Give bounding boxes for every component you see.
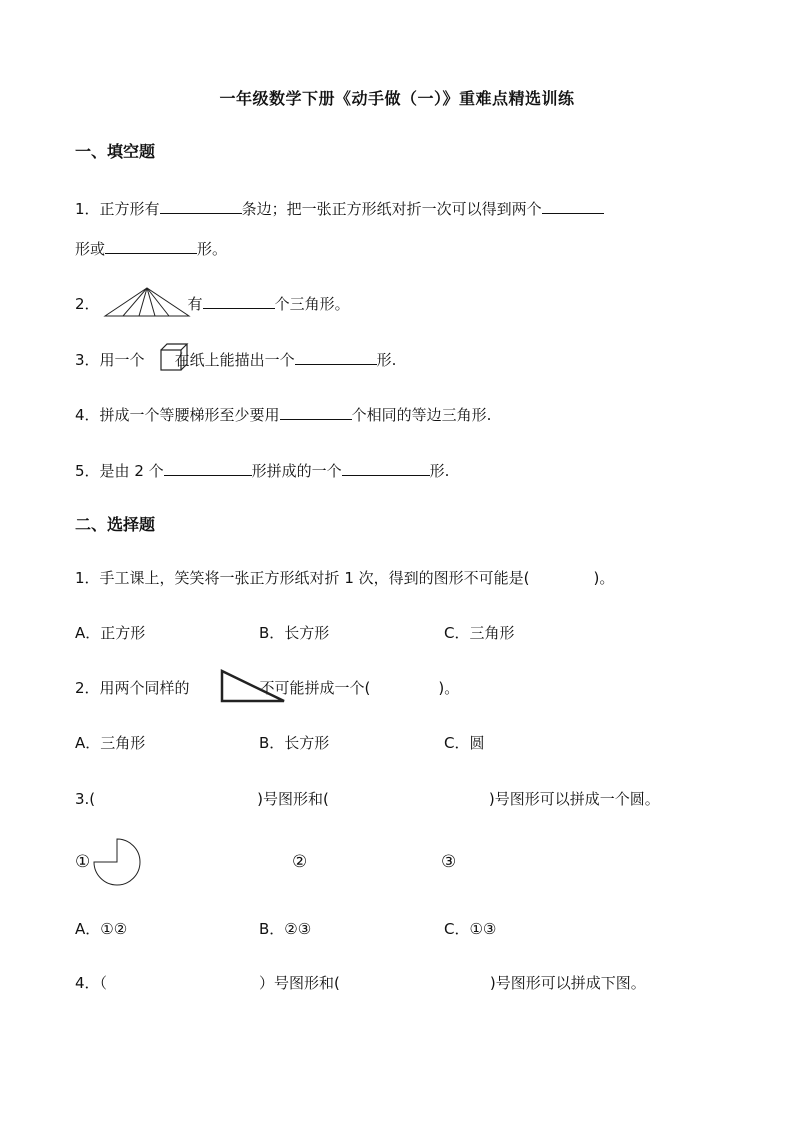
question-text: 形。 [197, 240, 228, 258]
question-text: 是由 2 个 [99, 462, 164, 480]
fill-question-1-cont [75, 237, 227, 260]
question-text: 形或 [75, 240, 106, 258]
question-text: 形. [376, 351, 397, 369]
question-text: 有 [187, 295, 203, 313]
question-text: 3.( [75, 790, 96, 808]
question-number: 1． [75, 200, 100, 218]
question-number: 4． [75, 406, 100, 424]
option-b[interactable]: B．长方形 [259, 734, 330, 752]
answer-blank[interactable] [342, 459, 430, 476]
option-a[interactable]: A．①② [75, 920, 128, 938]
question-text: 2．用两个同样的 [75, 679, 190, 697]
question-text: )号图形可以拼成一个圆。 [488, 790, 660, 808]
question-text: )。 [593, 569, 615, 587]
question-number: 5． [75, 462, 100, 480]
cube-figure [159, 342, 189, 372]
question-text: )号图形和( [257, 790, 329, 808]
question-text: 个三角形。 [274, 295, 350, 313]
answer-blank[interactable] [203, 292, 275, 309]
answer-blank[interactable] [164, 459, 252, 476]
shape-label-1: ① [75, 852, 91, 872]
question-text: 拼成一个等腰梯形至少要用 [99, 406, 280, 424]
answer-blank[interactable] [280, 403, 352, 420]
question-number: 3． [75, 351, 100, 369]
question-text: 在纸上能描出一个 [174, 351, 295, 369]
option-b[interactable]: B．长方形 [259, 624, 330, 642]
answer-blank[interactable] [160, 197, 242, 214]
fill-question-3 [75, 348, 396, 371]
question-text: )。 [438, 679, 460, 697]
choice-question-3 [75, 788, 660, 810]
question-text: 形拼成的一个 [251, 462, 342, 480]
option-c[interactable]: C．①③ [444, 920, 497, 938]
shape-label-2: ② [292, 852, 308, 872]
question-text: 条边；把一张正方形纸对折一次可以得到两个 [241, 200, 542, 218]
question-text: ）号图形和( [259, 974, 340, 992]
question-text: )号图形可以拼成下图。 [489, 974, 646, 992]
answer-blank[interactable] [105, 237, 197, 254]
section-heading-choice: 二、选择题 [75, 515, 156, 534]
question-number: 2． [75, 295, 100, 313]
page-title: 一年级数学下册《动手做（一）》重难点精选训练 [219, 89, 575, 108]
question-text: 正方形有 [99, 200, 160, 218]
shape-label-3: ③ [441, 852, 457, 872]
fill-question-4 [75, 403, 491, 426]
fill-question-5 [75, 459, 449, 482]
three-quarter-circle-figure [93, 836, 143, 888]
choice-question-1 [75, 567, 614, 589]
answer-blank[interactable] [295, 348, 377, 365]
question-text: 不可能拼成一个( [259, 679, 371, 697]
option-c[interactable]: C．三角形 [444, 624, 515, 642]
option-c[interactable]: C．圆 [444, 734, 485, 752]
question-text: 用一个 [99, 351, 145, 369]
option-a[interactable]: A．正方形 [75, 624, 146, 642]
question-text: 1．手工课上，笑笑将一张正方形纸对折 1 次，得到的图形不可能是( [75, 569, 530, 587]
question-text: 4．（ [75, 974, 108, 992]
answer-blank[interactable] [542, 197, 604, 214]
choice-question-4 [75, 972, 646, 994]
question-text: 个相同的等边三角形. [351, 406, 492, 424]
fill-question-1 [75, 197, 604, 220]
triangles-figure [103, 286, 191, 318]
right-triangle-figure [219, 668, 287, 704]
question-text: 形. [429, 462, 450, 480]
option-a[interactable]: A．三角形 [75, 734, 146, 752]
option-b[interactable]: B．②③ [259, 920, 312, 938]
section-heading-fill-in: 一、填空题 [75, 142, 156, 161]
